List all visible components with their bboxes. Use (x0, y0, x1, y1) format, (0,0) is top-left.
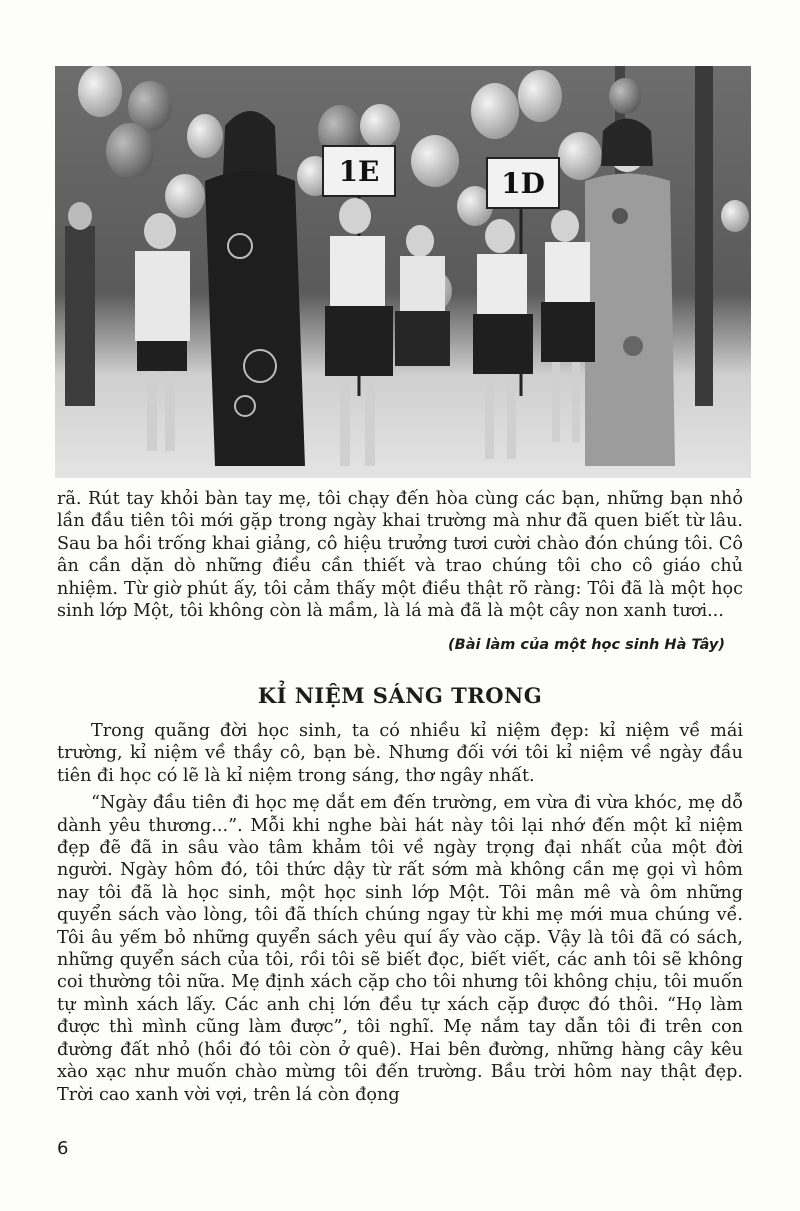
attribution: (Bài làm của một học sinh Hà Tây) (448, 637, 725, 653)
top-paragraph-text: rã. Rút tay khỏi bàn tay mẹ, tôi chạy đến hòa cùng các bạn, những bạn nhỏ lần đầu tiên tôi mới gặp trong ngày khai trường mà như đã quen biết từ lâu. Sau ba hồi trống khai giảng, cô hiệu trưởng tươi cười chào đón chúng tôi. Cô ân cần dặn dò những điều cần thiết và trao chúng tôi cho cô giáo chủ nhiệm. Từ giờ phút ấy, tôi cảm thấy một điều thật rõ ràng: Tôi đã là một học sinh lớp Một, tôi không còn là mầm, là lá mà đã là một cây non xanh tươi... (57, 489, 743, 622)
top-paragraph (57, 488, 743, 622)
page-number: 6 (57, 1138, 69, 1159)
paragraph-1: Trong quãng đời học sinh, ta có nhiều kỉ niệm đẹp: kỉ niệm về mái trường, kỉ niệm về thầy cô, bạn bè. Nhưng đối với tôi kỉ niệm về ngày đầu tiên đi học có lẽ là kỉ niệm trong sáng, thơ ngây nhất. (57, 721, 743, 786)
body-text (57, 720, 743, 1106)
paragraph-2: “Ngày đầu tiên đi học mẹ dắt em đến trường, em vừa đi vừa khóc, mẹ dỗ dành yêu thương...”. Mỗi khi nghe bài hát này tôi lại nhớ đến một kỉ niệm đẹp đẽ đã in sâu vào tâm khảm tôi về ngày trọng đại nhất của một đời người. Ngày hôm đó, tôi thức dậy từ rất sớm mà không cần mẹ gọi vì hôm nay tôi đã là học sinh, một học sinh lớp Một. Tôi mân mê và ôm những quyển sách vào lòng, tôi đã thích chúng ngay từ khi mẹ mới mua chúng về. Tôi âu yếm bỏ những quyển sách yêu quí ấy vào cặp. Vậy là tôi đã có sách, những quyển sách của tôi, rồi tôi sẽ biết đọc, biết viết, các anh tôi sẽ không coi thường tôi nữa. Mẹ định xách cặp cho tôi nhưng tôi không chịu, tôi muốn tự mình xách lấy. Các anh chị lớn đều tự xách cặp được đó thôi. “Họ làm được thì mình cũng làm được”, tôi nghĩ. Mẹ nắm tay dẫn tôi đi trên con đường đất nhỏ (hồi đó tôi còn ở quê). Hai bên đường, những hàng cây kêu xào xạc như muốn chào mừng tôi đến trường. Bầu trời hôm nay thật đẹp. Trời cao xanh vời vợi, trên lá còn đọng (57, 793, 743, 1105)
section-title: KỈ NIỆM SÁNG TRONG (257, 683, 543, 708)
svg-text:1D: 1D (501, 167, 545, 200)
school-opening-photo (55, 66, 751, 478)
photo-illustration (55, 66, 751, 478)
svg-text:1E: 1E (338, 155, 380, 188)
